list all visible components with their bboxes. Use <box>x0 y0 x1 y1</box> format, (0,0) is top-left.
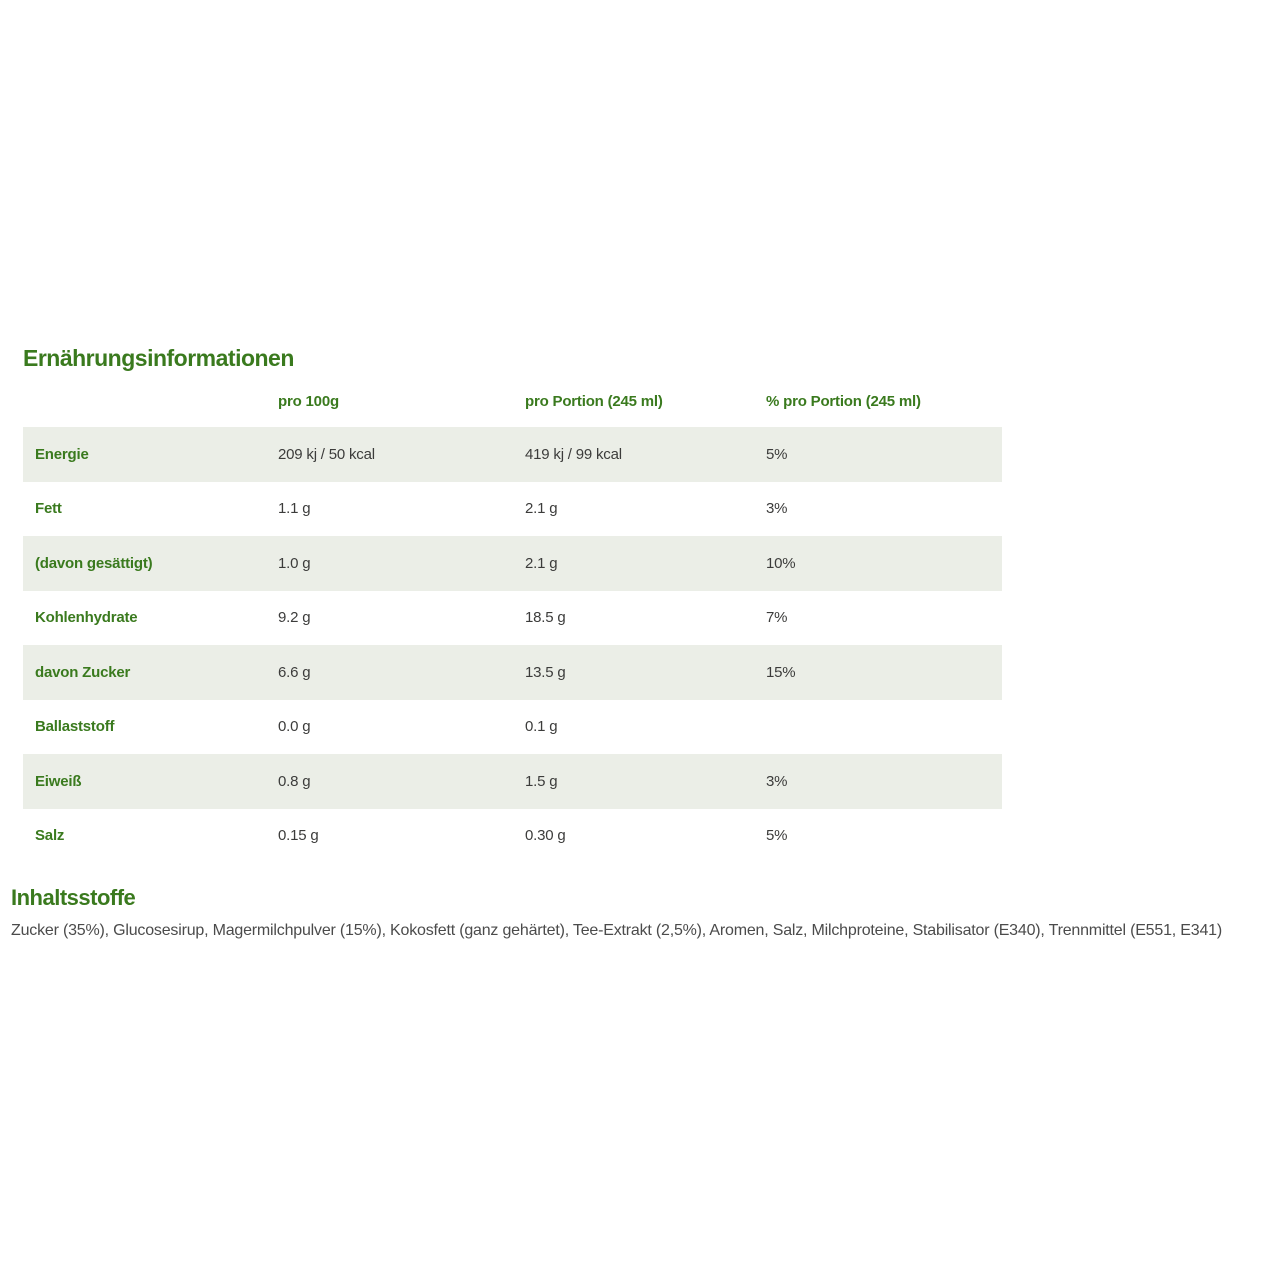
header-per-100g: pro 100g <box>278 393 339 410</box>
value-per-100g: 0.8 g <box>278 772 311 790</box>
value-per-100g: 0.15 g <box>278 827 319 845</box>
row-label: Kohlenhydrate <box>35 609 138 627</box>
ingredients-text: Zucker (35%), Glucosesirup, Magermilchpulver (15%), Kokosfett (ganz gehärtet), Tee-Extrakt (2,5%), Aromen, Salz, Milchproteine, Stabilisator (E340), Trennmittel (E551, E341) <box>11 922 1222 939</box>
row-label: davon Zucker <box>35 663 131 681</box>
ingredients-section <box>11 886 1273 941</box>
table-row <box>23 809 1002 864</box>
value-per-100g: 9.2 g <box>278 609 311 627</box>
value-percent: 3% <box>766 500 788 518</box>
table-row <box>23 482 1002 537</box>
value-per-100g: 1.1 g <box>278 500 311 518</box>
value-per-100g: 209 kj / 50 kcal <box>278 445 375 463</box>
value-per-portion: 18.5 g <box>525 609 566 627</box>
header-per-portion: pro Portion (245 ml) <box>525 393 663 410</box>
value-per-portion: 0.30 g <box>525 827 566 845</box>
row-label: Salz <box>35 827 65 845</box>
row-label: (davon gesättigt) <box>35 554 153 572</box>
row-label: Fett <box>35 500 62 518</box>
header-percent-per-portion: % pro Portion (245 ml) <box>766 393 921 410</box>
value-per-portion: 2.1 g <box>525 500 558 518</box>
value-percent: 10% <box>766 554 796 572</box>
table-row <box>23 645 1002 700</box>
nutrition-title: Ernährungsinformationen <box>23 345 294 371</box>
table-row <box>23 700 1002 755</box>
value-per-portion: 419 kj / 99 kcal <box>525 445 622 463</box>
value-per-portion: 13.5 g <box>525 663 566 681</box>
nutrition-section <box>23 346 1002 863</box>
value-per-100g: 1.0 g <box>278 554 311 572</box>
table-row <box>23 427 1002 482</box>
row-label: Ballaststoff <box>35 718 115 736</box>
table-row <box>23 754 1002 809</box>
value-per-100g: 6.6 g <box>278 663 311 681</box>
value-percent: 5% <box>766 445 788 463</box>
value-per-portion: 0.1 g <box>525 718 558 736</box>
nutrition-table-body <box>23 427 1002 863</box>
row-label: Eiweiß <box>35 772 82 790</box>
value-percent: 5% <box>766 827 788 845</box>
value-per-100g: 0.0 g <box>278 718 311 736</box>
value-percent: 15% <box>766 663 796 681</box>
ingredients-title: Inhaltsstoffe <box>11 885 136 910</box>
table-row <box>23 536 1002 591</box>
nutrition-table-header <box>23 394 1002 427</box>
value-percent: 3% <box>766 772 788 790</box>
value-per-portion: 2.1 g <box>525 554 558 572</box>
value-percent: 7% <box>766 609 788 627</box>
value-per-portion: 1.5 g <box>525 772 558 790</box>
table-row <box>23 591 1002 646</box>
row-label: Energie <box>35 445 89 463</box>
